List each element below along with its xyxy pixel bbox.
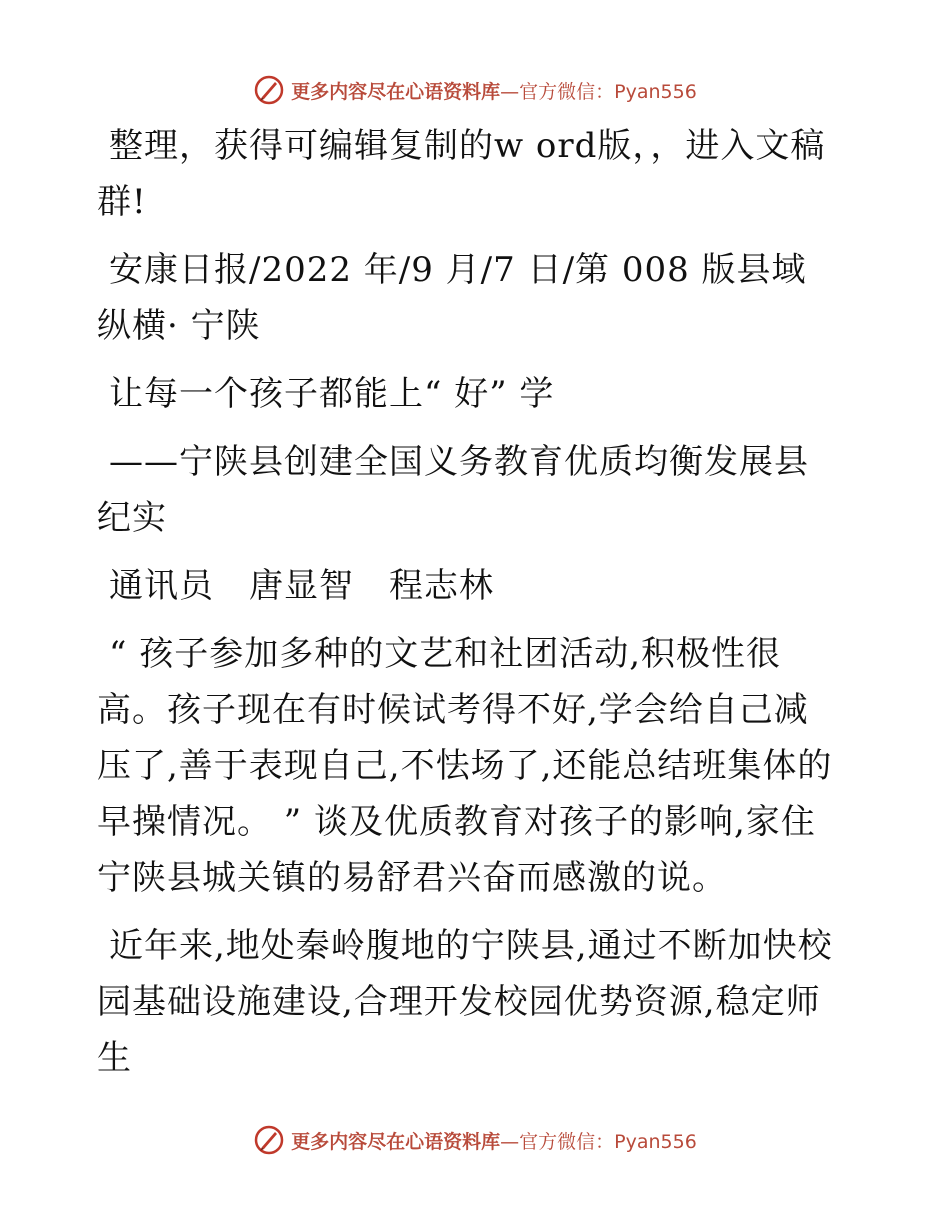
- quill-logo-icon: [253, 74, 285, 106]
- watermark-contact-text: —官方微信：Pyan556: [500, 80, 697, 103]
- article-subtitle: ——宁陕县创建全国义务教育优质均衡发展县纪实: [97, 442, 809, 538]
- document-body: [97, 118, 837, 1098]
- intro-paragraph: 整理，获得可编辑复制的w ord版，，进入文稿群!: [97, 126, 826, 222]
- quill-logo-icon: [253, 1124, 285, 1156]
- header-watermark: [0, 70, 950, 110]
- body-paragraph-2: 近年来,地处秦岭腹地的宁陕县,通过不断加快校园基础设施建设,合理开发校园优势资源,稳定师生: [97, 926, 833, 1078]
- footer-watermark: [0, 1120, 950, 1160]
- body-paragraph-1: “ 孩子参加多种的文艺和社团活动,积极性很高。孩子现在有时候试考得不好,学会给自己减压了,善于表现自己,不怯场了,还能总结班集体的早操情况。 ” 谈及优质教育对孩子的影响,家住宁陕县城关镇的易舒君兴奋而感激的说。: [97, 634, 833, 898]
- watermark-contact-text: —官方微信：Pyan556: [500, 1130, 697, 1153]
- watermark-main-text: 更多内容尽在心语资料库: [291, 1130, 501, 1153]
- byline: 通讯员 唐显智 程志林: [109, 566, 494, 606]
- source-line: 安康日报/2022 年/9 月/7 日/第 008 版县域纵横· 宁陕: [97, 250, 807, 346]
- watermark-main-text: 更多内容尽在心语资料库: [291, 80, 501, 103]
- article-title: 让每一个孩子都能上“ 好” 学: [109, 374, 555, 414]
